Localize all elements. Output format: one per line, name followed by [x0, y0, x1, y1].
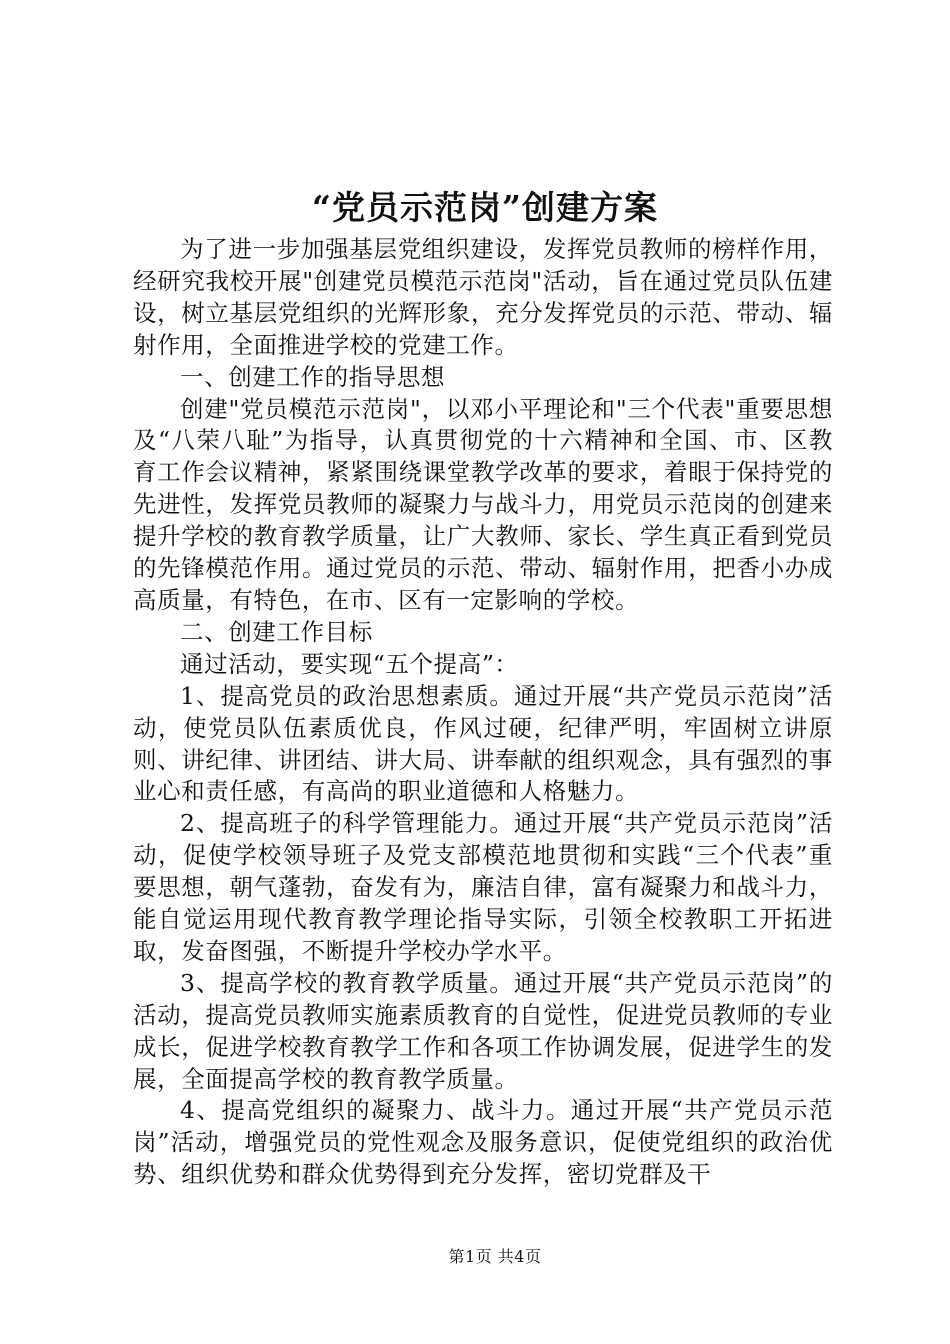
paragraph-goal-1: 1、提高党员的政治思想素质。通过开展“共产党员示范岗”活动，使党员队伍素质优良，作风过硬，纪律严明，牢固树立讲原则、讲纪律、讲团结、讲大局、讲奉献的组织观念，具有强烈的事业心和责任感，有高尚的职业道德和人格魅力。	[133, 681, 833, 806]
paragraph-guiding-ideology: 创建"党员模范示范岗"，以邓小平理论和"三个代表"重要思想及“八荣八耻”为指导，认真贯彻党的十六精神和全国、市、区教育工作会议精神，紧紧围绕课堂教学改革的要求，着眼于保持党的先进性，发挥党员教师的凝聚力与战斗力，用党员示范岗的创建来提升学校的教育教学质量，让广大教师、家长、学生真正看到党员的先锋模范作用。通过党员的示范、带动、辐射作用，把香小办成高质量，有特色，在市、区有一定影响的学校。	[133, 394, 833, 614]
paragraph-goal-3: 3、提高学校的教育教学质量。通过开展“共产党员示范岗”的活动，提高党员教师实施素质教育的自觉性，促进党员教师的专业成长，促进学校教育教学工作和各项工作协调发展，促进学生的发展，全面提高学校的教育教学质量。	[133, 968, 833, 1093]
document-body	[133, 234, 833, 1191]
page-footer: 第1页 共4页	[448, 1247, 542, 1266]
paragraph-goal-2: 2、提高班子的科学管理能力。通过开展“共产党员示范岗”活动，促使学校领导班子及党支部模范地贯彻和实践“三个代表”重要思想，朝气蓬勃，奋发有为，廉洁自律，富有凝聚力和战斗力，能自觉运用现代教育教学理论指导实际，引领全校教职工开拓进取，发奋图强，不断提升学校办学水平。	[133, 809, 833, 965]
document-title: “党员示范岗”创建方案	[312, 188, 658, 227]
goals-intro-line: 通过活动，要实现“五个提高”：	[180, 649, 519, 678]
paragraph-goal-4: 4、提高党组织的凝聚力、战斗力。通过开展“共产党员示范岗”活动，增强党员的党性观念及服务意识，促使党组织的政治优势、组织优势和群众优势得到充分发挥，密切党群及干	[133, 1096, 833, 1189]
section-heading-guiding-ideology: 一、创建工作的指导思想	[180, 362, 446, 391]
paragraph-intro: 为了进一步加强基层党组织建设，发挥党员教师的榜样作用，经研究我校开展"创建党员模范示范岗"活动，旨在通过党员队伍建设，树立基层党组织的光辉形象，充分发挥党员的示范、带动、辐射作用，全面推进学校的党建工作。	[133, 235, 833, 359]
section-heading-goals: 二、创建工作目标	[180, 617, 373, 646]
